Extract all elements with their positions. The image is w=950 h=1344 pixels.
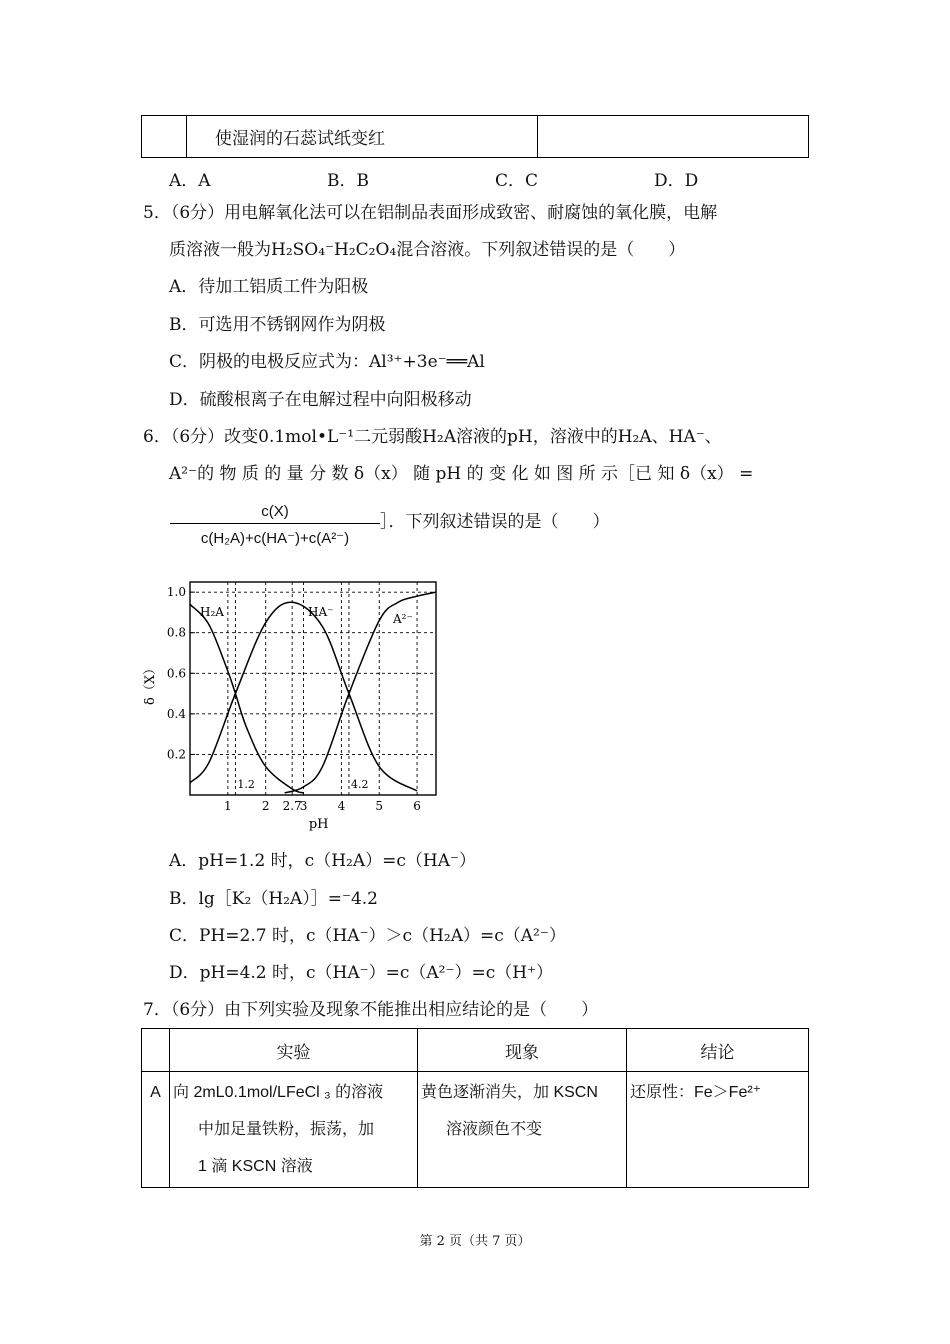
q4-row-text: 使湿润的石蕊试纸变红 <box>215 129 385 149</box>
q4-row-text-cell <box>187 116 538 158</box>
q7-exp-line3: 1 滴 KSCN 溶液 <box>198 1158 313 1175</box>
q6-fraction-numerator: c(X) <box>261 503 289 520</box>
tick-label-y: 0.2 <box>166 747 186 762</box>
q7-exp-line1: 向 2mL0.1mol/LFeCl ₃ 的溶液 <box>173 1084 384 1101</box>
tick-label-x: 2.7 <box>282 799 302 813</box>
q6-fraction-denominator: c(H₂A)+c(HA⁻)+c(A²⁻) <box>200 530 350 547</box>
page-footer: 第 2 页（共 7 页） <box>419 1234 531 1249</box>
q7-conclusion-text: 还原性：Fe＞Fe²⁺ <box>630 1084 762 1101</box>
tick-label-x: 4 <box>337 799 346 813</box>
q5-stem-line1: 5．（6分）用电解氧化法可以在铝制品表面形成致密、耐腐蚀的氧化膜，电解 <box>143 203 718 223</box>
tick-label-x: 6 <box>413 799 421 813</box>
q6-option-a: A．pH=1.2 时，c（H₂A）=c（HA⁻） <box>169 851 476 871</box>
y-axis-label: δ（X） <box>143 661 158 705</box>
q7-conclusion-cell <box>627 1072 809 1188</box>
annotation-label: 4.2 <box>350 778 369 791</box>
q4-table <box>141 115 809 158</box>
q7-row-label: A <box>142 1072 170 1188</box>
q7-stem: 7．（6分）由下列实验及现象不能推出相应结论的是（ ） <box>143 1000 599 1020</box>
q4-option-a: A．A <box>169 171 211 191</box>
q6-stem-line1: 6．（6分）改变0.1mol•L⁻¹二元弱酸H₂A溶液的pH，溶液中的H₂A、HA⁻、 <box>143 427 722 447</box>
q4-option-b: B．B <box>327 171 369 191</box>
q4-row-label-cell <box>142 116 187 158</box>
q7-phen-line2: 溶液颜色不变 <box>446 1121 543 1138</box>
q5-option-a: A．待加工铝质工件为阳极 <box>169 277 369 297</box>
tick-label-x: 1 <box>224 799 232 813</box>
q5-option-d: D．硫酸根离子在电解过程中向阳极移动 <box>169 390 472 410</box>
q6-fraction-bar <box>170 523 380 524</box>
q4-option-d: D．D <box>654 171 699 191</box>
series-line-2 <box>285 592 436 793</box>
q7-phen-line1: 黄色逐渐消失，加 KSCN <box>421 1084 598 1101</box>
q7-header-blank <box>142 1029 170 1072</box>
tick-label-y: 0.4 <box>166 706 186 721</box>
series-label-0: H₂A <box>200 605 224 619</box>
q4-option-c: C．C <box>495 171 539 191</box>
tick-label-y: 0.8 <box>166 625 186 640</box>
q6-option-b: B．lg［K₂（H₂A）］=⁻4.2 <box>169 889 378 909</box>
q6-option-c: C．PH=2.7 时，c（HA⁻）＞c（H₂A）=c（A²⁻） <box>169 926 566 946</box>
q7-header-conclusion: 结论 <box>627 1029 809 1072</box>
q6-stem-line2: A²⁻的 物 质 的 量 分 数 δ（x） 随 pH 的 变 化 如 图 所 示［已 知 δ（x） = <box>169 464 754 484</box>
series-label-2: A²⁻ <box>393 612 413 626</box>
q7-experiment-cell <box>170 1072 418 1188</box>
tick-label-x: 3 <box>299 799 308 813</box>
tick-label-x: 2 <box>261 799 270 813</box>
q7-table <box>141 1028 809 1188</box>
q6-distribution-chart <box>140 570 460 840</box>
q5-option-c: C．阴极的电极反应式为：Al³⁺+3e⁻══Al <box>169 352 485 372</box>
tick-label-y: 1.0 <box>166 585 186 600</box>
q7-exp-line2: 中加足量铁粉，振荡，加 <box>198 1121 375 1138</box>
tick-label-x: 5 <box>375 799 384 813</box>
q7-header-phenomenon: 现象 <box>418 1029 627 1072</box>
q5-option-b: B．可选用不锈钢网作为阴极 <box>169 315 386 335</box>
q6-option-d: D．pH=4.2 时，c（HA⁻）=c（A²⁻）=c（H⁺） <box>169 963 554 983</box>
annotation-label: 1.2 <box>237 778 255 791</box>
q6-stem-line3: ］．下列叙述错误的是（ ） <box>380 512 610 532</box>
q7-phenomenon-cell <box>418 1072 627 1188</box>
q5-stem-line2: 质溶液一般为H₂SO₄⁻H₂C₂O₄混合溶液。下列叙述错误的是（ ） <box>169 240 686 260</box>
x-axis-label: pH <box>308 817 329 832</box>
q7-header-experiment: 实验 <box>170 1029 418 1072</box>
tick-label-y: 0.6 <box>166 666 186 681</box>
q4-row-empty-cell <box>538 116 809 158</box>
series-label-1: HA⁻ <box>308 605 334 619</box>
